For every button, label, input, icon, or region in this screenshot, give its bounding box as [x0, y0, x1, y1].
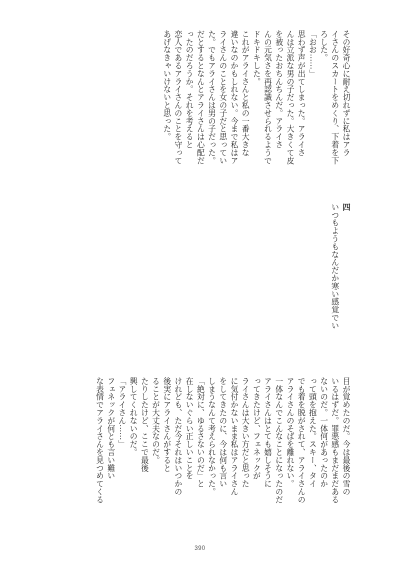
text-line: けれども、ただ今それはいつかの — [173, 377, 183, 496]
text-line: 「絶対に、ゆるさないのだ」と — [196, 377, 206, 488]
page-number: 390 — [194, 546, 206, 552]
text-line: を被ったおちんちんだ。アライさ — [274, 30, 284, 149]
text-line: をしてきたのに、今は何も言い — [218, 377, 228, 488]
text-line: たりしたけど、ここで最後 — [140, 377, 150, 472]
text-line: に気付かないまま私はアライさん — [229, 377, 239, 496]
text-line: ったのだろうか。それを考えると — [185, 30, 195, 149]
text-line: ることが大丈夫なのだ。 — [151, 377, 161, 464]
text-line: 興してくれないのだ。 — [129, 377, 139, 456]
text-line: 思わず声が出てしまった。アライさ — [297, 30, 307, 157]
chapter-number: 四 — [342, 203, 351, 211]
text-line: フェネックが何とも言い難い — [106, 377, 116, 480]
text-line: アライさんのそばを離れない。 — [285, 377, 295, 488]
text-block-bottom — [52, 377, 352, 535]
text-line: 違いなのかもしれない。今まで私はア — [229, 30, 239, 165]
text-line: その好奇心に耐え切れずに私はアラ — [342, 30, 351, 157]
text-line: あげなきゃいけないと思った。 — [162, 30, 172, 141]
text-line: だとするとなんとアライさんは心配だ — [196, 30, 206, 165]
text-line: ライさんは大きい方だと思った — [241, 377, 251, 488]
text-line: でも着を脱がされて、アライさんの — [297, 377, 307, 504]
text-line: 「アライさん……」 — [117, 377, 127, 449]
text-line: 一体なんでこんなことになったのだ — [274, 377, 284, 504]
text-line: 「おお……」 — [308, 30, 318, 78]
text-block-top — [52, 30, 352, 188]
text-line: 後実にアライさんがすると — [162, 377, 172, 472]
text-line: しまうなんて考えられなかった。 — [207, 377, 217, 496]
text-line: いるはずだ。罪悪感もまだまだある — [330, 377, 340, 504]
text-block-middle — [52, 203, 352, 361]
text-line: って頭を抱えた。スキー、タイ — [308, 377, 318, 488]
text-line: た。でもアライさんは男の子だった。 — [207, 30, 217, 165]
text-line: ないのだ。一体何があったのか — [319, 377, 329, 488]
text-line: 目が覚めたのだ。今は最後の雪の — [342, 377, 351, 496]
text-line: 恋人であるアライさんのことを守って — [173, 30, 183, 165]
text-line: アライさんはとても嬉しそうに — [263, 377, 273, 488]
text-line: んの元気さを再認識させられるようで — [263, 30, 273, 165]
text-line: んは立派な男の子だった。大きくて皮 — [285, 30, 295, 165]
text-line: な表情でアライさんを見つめてくる — [95, 377, 105, 504]
text-line: ドキドキした。 — [252, 30, 262, 86]
text-line: イさんのスカートをめくり、下着を下 — [330, 30, 340, 165]
text-line: ろした。 — [319, 30, 329, 62]
text-line: いつもようもなんだか寒い感覚でい — [330, 203, 340, 330]
text-line: ってきたけど、フェネックが — [252, 377, 262, 480]
text-line: これがアライさんと私の一番大きな — [241, 30, 251, 157]
text-line: 在しないぐらい正しいことを — [185, 377, 195, 480]
text-line: ライさんのことを女の子だと思ってい — [218, 30, 228, 165]
